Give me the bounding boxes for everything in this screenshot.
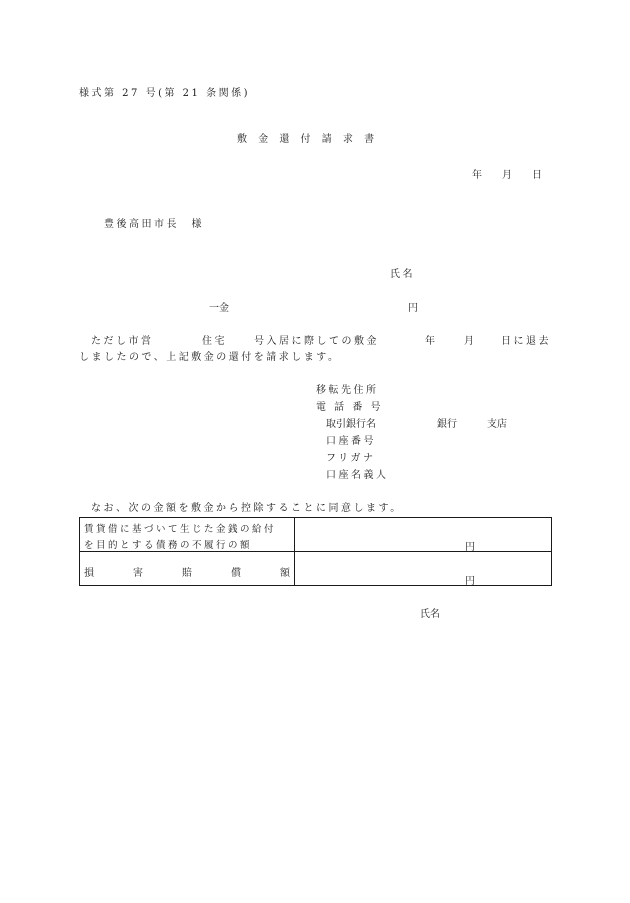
amount-unit: 円 — [408, 303, 418, 314]
default-amount-label-cell — [80, 518, 295, 552]
phone-label: 電 話 番 号 — [316, 402, 384, 413]
damages-unit: 円 — [465, 576, 475, 587]
body-text-1: ただし市営 — [91, 336, 154, 347]
default-amount-field[interactable] — [295, 518, 552, 552]
bank-name-label: 取引銀行名 — [326, 419, 376, 430]
signature-name-label: 氏名 — [420, 609, 440, 620]
damages-label-text: 損 害 賠 償 額 — [84, 568, 290, 579]
deduction-table — [79, 517, 552, 586]
new-address-label: 移転先住所 — [316, 385, 379, 396]
default-amount-unit: 円 — [465, 542, 475, 553]
branch-label: 支店 — [487, 419, 507, 430]
account-number-label: 口座番号 — [326, 436, 376, 447]
default-amount-label-line2: を目的とする債務の不履行の額 — [84, 540, 253, 551]
table-row — [80, 552, 552, 586]
body-month-label: 月 — [464, 336, 474, 347]
furigana-label: フリガナ — [326, 453, 376, 464]
default-amount-label-line1: 賃貸借に基づいて生じた金銭の給付 — [84, 524, 277, 535]
body-text-4: 日に退去 — [501, 336, 551, 347]
date-day-label: 日 — [532, 170, 542, 181]
account-holder-label: 口座名義人 — [326, 470, 389, 481]
date-year-label: 年 — [472, 170, 482, 181]
bank-label: 銀行 — [437, 419, 457, 430]
body-text-2: 住宅 — [202, 336, 227, 347]
addressee: 豊後高田市長 様 — [104, 219, 204, 230]
table-row — [80, 518, 552, 552]
consent-statement: なお、次の金額を敷金から控除することに同意します。 — [91, 503, 403, 514]
damages-label — [84, 564, 290, 579]
form-number: 様式第 27 号(第 21 条関係) — [79, 88, 250, 99]
body-year-label: 年 — [425, 336, 435, 347]
damages-field[interactable] — [295, 552, 552, 586]
body-text-3: 号入居に際しての敷金 — [254, 336, 379, 347]
applicant-name-label: 氏名 — [390, 269, 415, 280]
date-month-label: 月 — [502, 170, 512, 181]
amount-prefix: 一金 — [209, 303, 229, 314]
document-title: 敷 金 還 付 請 求 書 — [237, 134, 379, 145]
damages-label-cell — [80, 552, 295, 586]
body-text-line2: しましたので、上記敷金の還付を請求します。 — [79, 352, 341, 363]
